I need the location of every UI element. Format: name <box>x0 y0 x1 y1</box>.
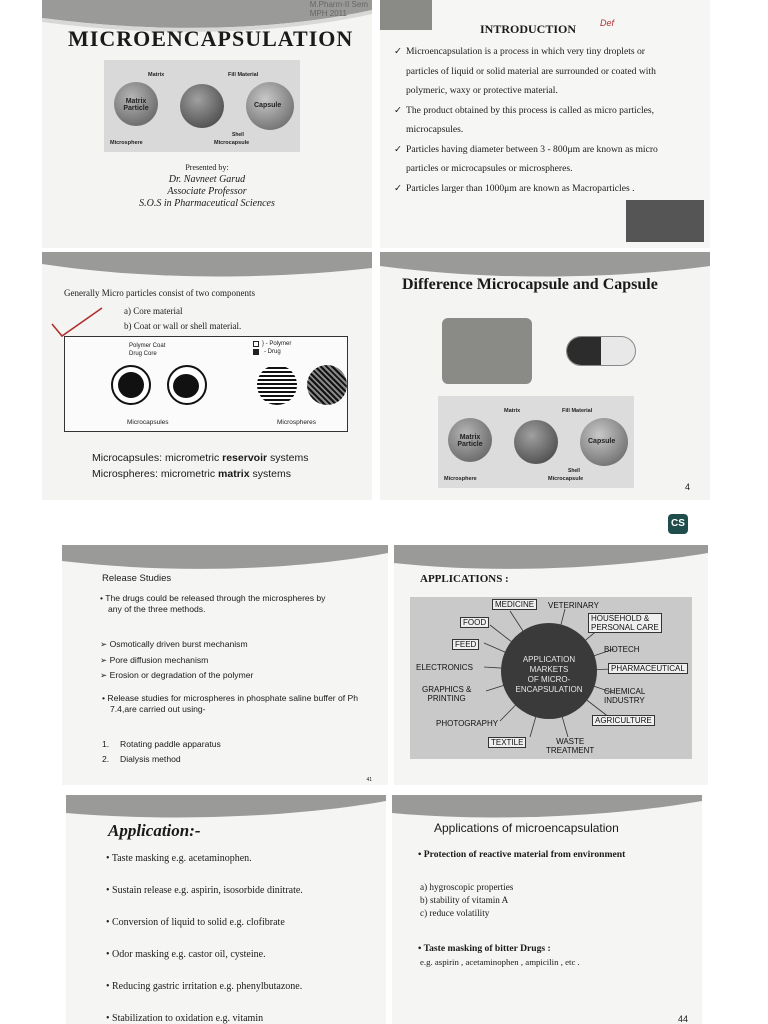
market-pharmaceutical: PHARMACEUTICAL <box>608 663 688 674</box>
def-term-2: Microspheres: <box>92 468 158 480</box>
slide-difference <box>380 252 710 500</box>
def-key-2: matrix <box>218 468 250 480</box>
method-item: 2. Dialysis method <box>102 754 181 764</box>
arrow-bullet-icon: ➢ <box>100 654 110 665</box>
matrix-label: Matrix <box>148 72 165 78</box>
intro-bullet-line: particles of liquid or solid material are surrounded or coated with <box>406 65 656 77</box>
fill-material-label: Fill Material <box>228 72 259 78</box>
microparticle-figure <box>64 336 348 432</box>
slide-title-microencapsulation <box>42 0 372 248</box>
matrix-particle-label: Matrix Particle <box>123 98 149 112</box>
taste-masking-heading: • Taste masking of bitter Drugs : <box>418 943 551 954</box>
slide-title: APPLICATIONS : <box>420 573 509 585</box>
def-key-1: reservoir <box>222 452 268 464</box>
market-medicine: MEDICINE <box>492 599 537 610</box>
sub-item-c: c) reduce volatility <box>420 908 490 918</box>
core-material-item: a) Core material <box>124 306 183 316</box>
slide-applications-of-microencapsulation <box>392 795 702 1024</box>
microsphere-sphere <box>180 84 224 128</box>
sub-item-a: a) hygroscopic properties <box>420 882 514 892</box>
camscanner-logo: CS <box>668 514 688 534</box>
drug-key-label: - Drug <box>264 349 281 355</box>
mechanism-item: ➢ Osmotically driven burst mechanism <box>100 639 248 649</box>
application-item: • Stabilization to oxidation e.g. vitamin <box>106 1013 264 1024</box>
polymer-key-swatch <box>253 341 259 347</box>
market-food: FOOD <box>460 617 489 628</box>
microcapsules-definition <box>92 452 309 464</box>
microspheres-definition <box>92 468 291 480</box>
release-bullet-1-line1: • The drugs could be released through the microspheres by <box>100 593 326 603</box>
slide-title: Difference Microcapsule and Capsule <box>402 276 658 293</box>
check-icon: ✓ <box>394 182 403 194</box>
microcapsule-label: Microcapsule <box>548 476 584 482</box>
intro-bullet-line: polymeric, waxy or protective material. <box>406 85 558 96</box>
protection-sub-list <box>420 881 513 920</box>
sub-item-b: b) stability of vitamin A <box>420 895 509 905</box>
polymer-key-label: } - Polymer <box>262 341 292 347</box>
release-bullet-2-line1: • Release studies for microspheres in phosphate saline buffer of Ph <box>102 693 359 703</box>
slide-title: Applications of microencapsulation <box>434 821 619 835</box>
microparticle-diagram <box>104 60 300 152</box>
page-number: 44 <box>677 1014 688 1024</box>
microsphere-sphere <box>514 420 558 464</box>
application-item: • Taste masking e.g. acetaminophen. <box>106 853 252 864</box>
hub-text: APPLICATION MARKETS OF MICRO- ENCAPSULATION <box>515 655 583 694</box>
market-agriculture: AGRICULTURE <box>592 715 655 726</box>
microsphere-label: Microsphere <box>110 140 143 146</box>
slide-introduction <box>380 0 710 248</box>
release-bullet-1 <box>100 593 325 615</box>
microspheres-photo <box>626 200 704 242</box>
application-item: • Reducing gastric irritation e.g. phenylbutazone. <box>106 981 303 992</box>
taste-masking-examples: e.g. aspirin , acetaminophen , ampicilin , etc . <box>420 957 580 967</box>
method-list <box>102 737 221 767</box>
slide-title: Release Studies <box>102 573 172 584</box>
market-electronics: ELECTRONICS <box>416 663 473 672</box>
market-photography: PHOTOGRAPHY <box>436 719 499 728</box>
course-header-line2: MPH 2011 <box>309 9 347 18</box>
presenter-title: Associate Professor <box>167 186 247 197</box>
slide-title: MICROENCAPSULATION <box>68 26 354 51</box>
components-intro: Generally Micro particles consist of two components <box>64 288 255 298</box>
matrix-label: Matrix <box>504 408 521 414</box>
intro-bullet-line: ✓ The product obtained by this process is called as micro particles, <box>394 101 694 121</box>
market-biotech: BIOTECH <box>604 645 640 654</box>
slide-page-number: 41 <box>366 777 372 783</box>
application-item: • Odor masking e.g. castor oil, cysteine. <box>106 949 266 960</box>
polymer-coat-label: Polymer Coat <box>129 343 166 349</box>
microcapsules-caption: Microcapsules <box>127 419 169 426</box>
mechanism-item: ➢ Erosion or degradation of the polymer <box>100 670 254 680</box>
check-icon: ✓ <box>394 143 403 155</box>
shell-label: Shell <box>232 132 244 138</box>
market-textile: TEXTILE <box>488 737 526 748</box>
release-bullet-2 <box>102 693 358 715</box>
presenter-name: Dr. Navneet Garud <box>168 174 246 185</box>
slide-applications-markets <box>394 545 708 785</box>
intro-bullet-line: microcapsules. <box>406 124 464 135</box>
arrow-bullet-icon: ➢ <box>100 639 110 649</box>
microcapsule-reservoir-1 <box>111 365 151 405</box>
market-household: HOUSEHOLD & PERSONAL CARE <box>588 613 662 633</box>
capsules-bowl-photo <box>442 318 532 384</box>
slide-title: Application:- <box>108 821 201 840</box>
page-number: 4 <box>684 482 690 492</box>
microspheres-caption: Microspheres <box>277 419 317 426</box>
presenter-dept: S.O.S in Pharmaceutical Sciences <box>139 198 275 209</box>
check-icon: ✓ <box>394 104 403 116</box>
application-markets-diagram <box>410 597 692 759</box>
application-item: • Conversion of liquid to solid e.g. clofibrate <box>106 917 285 928</box>
microparticle-diagram <box>438 396 634 488</box>
application-markets-hub <box>501 623 597 719</box>
microcapsule-photo-top <box>380 0 432 30</box>
def-tail-2: systems <box>252 468 291 480</box>
capsule-pill-icon <box>566 336 636 366</box>
slide-title: INTRODUCTION <box>480 22 577 36</box>
presented-by: Presented by: <box>185 163 229 172</box>
mechanism-list <box>100 637 253 684</box>
market-veterinary: VETERINARY <box>548 601 599 610</box>
matrix-particle-label: Matrix Particle <box>457 434 483 448</box>
course-header <box>310 0 368 18</box>
drug-core-label: Drug Core <box>129 351 157 357</box>
def-term-1: Microcapsules: <box>92 452 163 464</box>
release-bullet-1-line2: any of the three methods. <box>108 604 206 614</box>
market-waste-treatment: WASTE TREATMENT <box>546 737 595 755</box>
method-item: 1. Rotating paddle apparatus <box>102 739 221 749</box>
def-tail-1: systems <box>270 452 309 464</box>
microsphere-matrix-2 <box>307 365 347 405</box>
capsule-label: Capsule <box>254 102 282 109</box>
protection-heading: • Protection of reactive material from environment <box>418 849 626 860</box>
slide-header-swoosh <box>42 252 372 286</box>
microcapsule-label: Microcapsule <box>214 140 250 146</box>
arrow-bullet-icon: ➢ <box>100 670 110 680</box>
course-header-line1: M.Pharm-II Sem <box>309 0 368 9</box>
drug-key-swatch <box>253 349 259 355</box>
intro-bullet-list <box>394 42 694 198</box>
handwritten-annotation: Def <box>600 18 615 28</box>
handwritten-check-mark <box>48 304 108 340</box>
slide-application-list <box>66 795 386 1024</box>
market-chemical-industry: CHEMICAL INDUSTRY <box>604 687 646 705</box>
slide-components <box>42 252 372 500</box>
microsphere-label: Microsphere <box>444 476 477 482</box>
intro-bullet-line: ✓ Particles having diameter between 3 - 800μm are known as micro <box>394 140 694 160</box>
mechanism-item: ➢ Pore diffusion mechanism <box>100 654 209 665</box>
release-bullet-2-line2: 7.4,are carried out using- <box>110 704 206 714</box>
intro-bullet-line: ✓ Particles larger than 1000μm are known as Macroparticles . <box>394 179 694 199</box>
def-word-2: micrometric <box>160 468 216 480</box>
intro-bullet-line: ✓ Microencapsulation is a process in which very tiny droplets or <box>394 42 694 62</box>
def-word-1: micrometric <box>164 452 220 464</box>
capsule-label: Capsule <box>588 438 616 445</box>
microcapsule-reservoir-2 <box>167 365 207 405</box>
application-item: • Sustain release e.g. aspirin, isosorbide dinitrate. <box>106 885 303 896</box>
slide-release-studies <box>62 545 388 785</box>
market-graphics-printing: GRAPHICS & PRINTING <box>422 685 472 703</box>
presenter-block <box>42 162 372 210</box>
shell-label: Shell <box>568 468 580 474</box>
microsphere-matrix-1 <box>257 365 297 405</box>
market-feed: FEED <box>452 639 479 650</box>
coat-material-item: b) Coat or wall or shell material. <box>124 321 242 331</box>
intro-bullet-line: particles or microcapsules or microspheres. <box>406 163 573 174</box>
fill-material-label: Fill Material <box>562 408 593 414</box>
check-icon: ✓ <box>394 46 403 57</box>
